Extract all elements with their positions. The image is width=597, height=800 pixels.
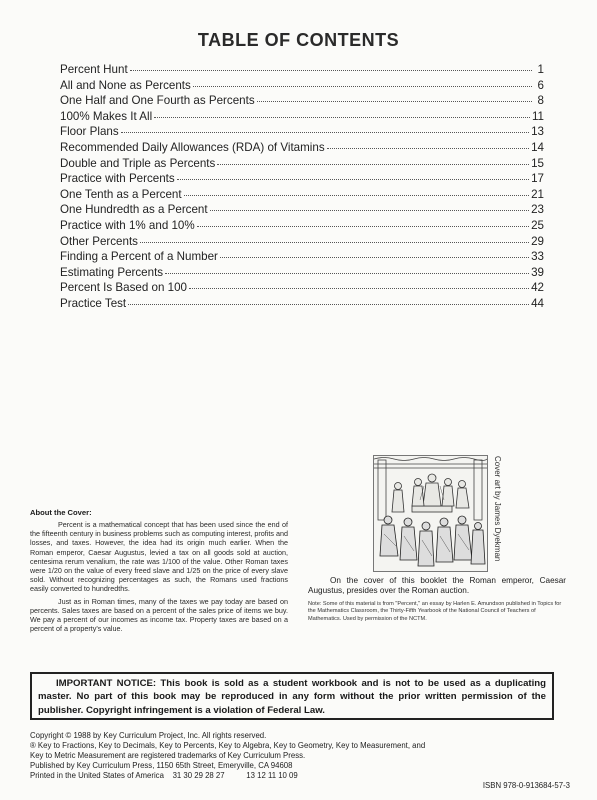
toc-dot-leader [193,76,532,87]
toc-entry-title: Other Percents [60,234,138,248]
toc-entry [60,296,544,312]
toc-dot-leader [257,91,532,102]
cover-caption: On the cover of this booklet the Roman emperor, Caesar Augustus, presides over the Roman auction. [308,576,566,596]
toc-entry-title: One Tenth as a Percent [60,187,182,201]
cover-art-credit: Cover art by James Dyekman [493,456,502,562]
copyright-line: Copyright © 1988 by Key Curriculum Project, Inc. All rights reserved. [30,731,267,740]
toc-dot-leader [165,263,529,274]
toc-dot-leader [140,232,529,243]
toc-entry-title: All and None as Percents [60,78,191,92]
toc-entry-title: Double and Triple as Percents [60,156,216,170]
toc-entry-title: Practice Test [60,296,127,310]
about-cover-text [30,520,288,634]
about-paragraph-2: Just as in Roman times, many of the taxes we pay today are based on percents. Sales taxes are based on a percent of the sales price of items we buy. We pay a percent of our incomes as income tax. Property taxes are based on a percent of a property's value. [30,596,288,634]
toc-entry-page: 13 [531,125,544,139]
toc-dot-leader [177,169,529,180]
about-cover-heading: About the Cover: [30,508,92,517]
toc-dot-leader [130,60,532,71]
toc-entry-title: Finding a Percent of a Number [60,250,218,264]
toc-entry-title: Percent Is Based on 100 [60,281,187,295]
toc-entry-title: Percent Hunt [60,63,128,76]
toc-entry-page: 14 [531,140,544,154]
toc-dot-leader [220,247,529,258]
copyright-footer [30,731,570,790]
isbn: ISBN 978-0-913684-57-3 [482,781,570,790]
toc-dot-leader [327,138,529,149]
toc-entry-page: 42 [531,281,544,295]
toc-dot-leader [184,185,529,196]
notice-text: IMPORTANT NOTICE: This book is sold as a student workbook and is not to be used as a duplicating master. No part of this book may be reproduced in any form without the prior written permission of the publisher. Copyright infringement is a violation of Federal Law. [38,678,546,716]
toc-dot-leader [128,294,529,305]
toc-entry-page: 17 [531,172,544,186]
printed-line: Printed in the United States of America 31 30 29 28 27 13 12 11 10 09 [30,771,298,780]
toc-entry-page: 44 [531,296,544,310]
toc-entry-page: 39 [531,265,544,279]
toc-entry-title: Practice with 1% and 10% [60,218,195,232]
toc-dot-leader [197,216,529,227]
toc-dot-leader [121,122,529,133]
toc-entry-title: Recommended Daily Allowances (RDA) of Vitamins [60,140,325,154]
trademark-line-2: Key to Metric Measurement are registered trademarks of Key Curriculum Press. [30,751,306,760]
toc-entry-title: One Half and One Fourth as Percents [60,94,255,108]
source-note: Note: Some of this material is from "Percent," an essay by Harlen E. Amundson published in Topics for the Mathematics Classroom, the Thirty-Fifth Yearbook of the National Council of Teachers of Mathematics. Used by permission of the NCTM. [308,601,562,622]
cover-illustration [373,455,488,572]
toc-entry-title: 100% Makes It All [60,109,153,123]
publisher-line: Published by Key Curriculum Press, 1150 65th Street, Emeryville, CA 94608 [30,761,293,770]
toc-dot-leader [154,107,530,118]
toc-entry-title: Practice with Percents [60,172,175,186]
toc-entry-page: 25 [531,218,544,232]
toc-dot-leader [210,200,530,211]
toc-entry-page: 11 [531,109,544,123]
about-paragraph-1: Percent is a mathematical concept that has been used since the end of the fifteenth century in business problems such as computing interest, profits and losses, and taxes. However, the idea had its origin much earlier. When the Roman emperor, Caesar Augustus, levied a tax on all goods sold at auction, centesima rerum venalium, the rate was 1/100 of the value. Other Roman taxes were 1/20 on the value of every freed slave and 1/25 on the price of every slave sold. Without recognizing percentages as such, the Romans used fractions easily converted to hundredths. [30,520,288,594]
toc-dot-leader [217,154,529,165]
toc-entry-page: 33 [531,250,544,264]
toc-entry-title: Floor Plans [60,125,119,139]
important-notice [30,672,554,720]
toc-entry-page: 6 [537,78,544,92]
trademark-line-1: ® Key to Fractions, Key to Decimals, Key to Percents, Key to Algebra, Key to Geometry, Key to Measurement, and [30,741,426,750]
toc-entry-page: 1 [537,63,544,76]
table-of-contents [60,62,544,312]
toc-entry-page: 21 [531,187,544,201]
toc-entry-page: 29 [531,234,544,248]
toc-entry-title: Estimating Percents [60,265,164,279]
toc-entry-page: 23 [531,203,544,217]
toc-entry-page: 15 [531,156,544,170]
page-title: TABLE OF CONTENTS [197,30,400,50]
toc-dot-leader [189,278,529,289]
toc-entry-title: One Hundredth as a Percent [60,203,208,217]
toc-entry-page: 8 [537,94,544,108]
